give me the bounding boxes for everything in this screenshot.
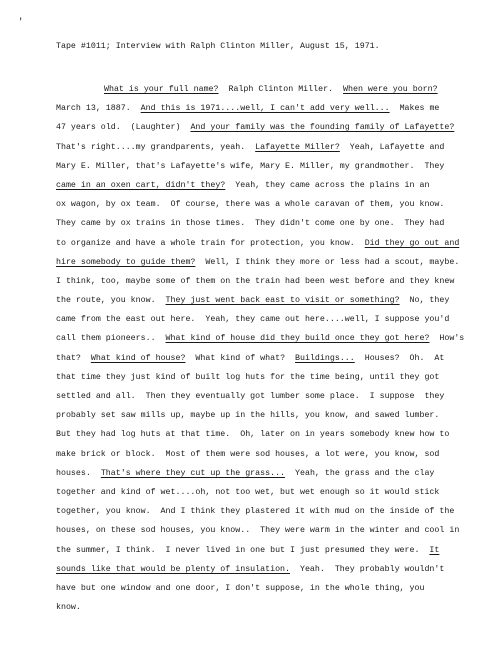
interviewer-question: hire somebody to guide them? (56, 257, 196, 267)
transcript-line (56, 387, 490, 406)
transcript-text: But they had log huts at that time. Oh, later on in years somebody knew how to (56, 430, 450, 440)
transcript-text: the summer, I think. I never lived in one but I just presumed they were. (56, 545, 430, 555)
interviewer-question: sounds like that would be plenty of insulation. (56, 564, 291, 574)
transcript-text: that? (56, 353, 91, 363)
transcript-text: Well, I think they more or less had a scout, maybe. (195, 257, 460, 267)
transcript-text: Yeah, they came across the plains in an (225, 180, 430, 190)
transcript-text: together, you know. And I think they plastered it with mud on the inside of the (56, 507, 455, 517)
interviewer-question: And your family was the founding family of Lafayette? (190, 123, 455, 133)
transcript-line (56, 329, 490, 348)
transcript-text: March 13, 1887. (56, 104, 141, 114)
transcript-body (56, 80, 490, 617)
transcript-text: Ralph Clinton Miller. (218, 85, 344, 94)
transcript-text: call them pioneers.. (56, 334, 166, 344)
transcript-line (56, 349, 490, 368)
transcript-text: Yeah, the grass and the clay (285, 468, 435, 478)
transcript-line (56, 138, 490, 157)
tape-header: Tape #1011; Interview with Ralph Clinton Miller, August 15, 1971. (56, 42, 380, 51)
transcript-line (56, 118, 490, 137)
transcript-line (56, 521, 490, 540)
transcript-text: How's (429, 334, 465, 344)
transcript-text: the route, you know. (56, 296, 166, 306)
transcript-text: that time they just kind of built log huts for the time being, until they got (56, 372, 440, 382)
transcript-text: 47 years old. (Laughter) (56, 123, 191, 133)
transcript-line (56, 176, 490, 195)
transcript-line (56, 445, 490, 464)
interviewer-question: It (429, 545, 440, 555)
transcript-line (56, 560, 490, 579)
interviewer-question: When were you born? (343, 85, 438, 94)
transcript-text: I think, too, maybe some of them on the train had been west before and they knew (56, 276, 455, 286)
transcript-line (56, 579, 490, 598)
transcript-text: Mary E. Miller, that's Lafayette's wife, Mary E. Miller, my grandmother. They (56, 161, 445, 171)
transcript-line (56, 598, 490, 617)
transcript-text: houses. (56, 468, 101, 478)
interviewer-question: Did they go out and (364, 238, 460, 248)
transcript-line (56, 368, 490, 387)
transcript-line (56, 425, 490, 444)
interviewer-question: What is your full name? (104, 85, 219, 94)
interviewer-question: What kind of house? (90, 353, 186, 363)
transcript-text: What kind of what? (185, 353, 296, 363)
transcript-line (56, 464, 490, 483)
transcript-text: to organize and have a whole train for protection, you know. (56, 238, 365, 248)
transcript-line (56, 195, 490, 214)
transcript-text: Yeah. They probably wouldn't (290, 564, 445, 574)
transcript-text: Houses? Oh. At (354, 353, 445, 363)
transcript-text: That's right....my grandparents, yeah. (56, 142, 256, 152)
transcript-text: probably set saw mills up, maybe up in the hills, you know, and sawed lumber. (56, 411, 440, 421)
transcript-text: houses, on these sod houses, you know.. They were warm in the winter and cool in (56, 526, 460, 536)
transcript-text: settled and all. Then they eventually got lumber some place. I suppose they (56, 392, 445, 401)
transcript-text: No, they (399, 296, 450, 306)
page-mark: ' (18, 17, 24, 27)
interviewer-question: What kind of house did they build once they got here? (165, 334, 430, 344)
transcript-line (56, 234, 490, 253)
transcript-text: Makes me (389, 104, 440, 114)
transcript-line (56, 541, 490, 560)
transcript-text: Yeah, Lafayette and (339, 142, 445, 152)
transcript-line (56, 272, 490, 291)
transcript-line (56, 80, 490, 99)
interviewer-question: They just went back east to visit or something? (165, 296, 400, 306)
interviewer-question: And this is 1971....well, I can't add very well... (140, 104, 390, 114)
transcript-text: know. (56, 603, 81, 613)
transcript-line (56, 253, 490, 272)
transcript-line (56, 291, 490, 310)
transcript-text: have but one window and one door, I don't suppose, in the whole thing, you (56, 583, 425, 593)
transcript-line (56, 157, 490, 176)
interviewer-question: That's where they cut up the grass... (100, 468, 286, 478)
interviewer-question: Buildings... (295, 353, 355, 363)
transcript-text: make brick or block. Most of them were sod houses, a lot were, you know, sod (56, 449, 440, 459)
transcript-line (56, 214, 490, 233)
transcript-text: ox wagon, by ox team. Of course, there was a whole caravan of them, you know. (56, 200, 445, 210)
transcript-line (56, 99, 490, 118)
interviewer-question: came in an oxen cart, didn't they? (56, 180, 226, 190)
interviewer-question: Lafayette Miller? (255, 142, 340, 152)
transcript-line (56, 502, 490, 521)
transcript-line (56, 406, 490, 425)
transcript-line (56, 483, 490, 502)
transcript-text: together and kind of wet....oh, not too wet, but wet enough so it would stick (56, 487, 440, 497)
transcript-line (56, 310, 490, 329)
transcript-text: They came by ox trains in those times. They didn't come one by one. They had (56, 219, 445, 229)
transcript-text: came from the east out here. Yeah, they came out here....well, I suppose you'd (56, 315, 450, 325)
